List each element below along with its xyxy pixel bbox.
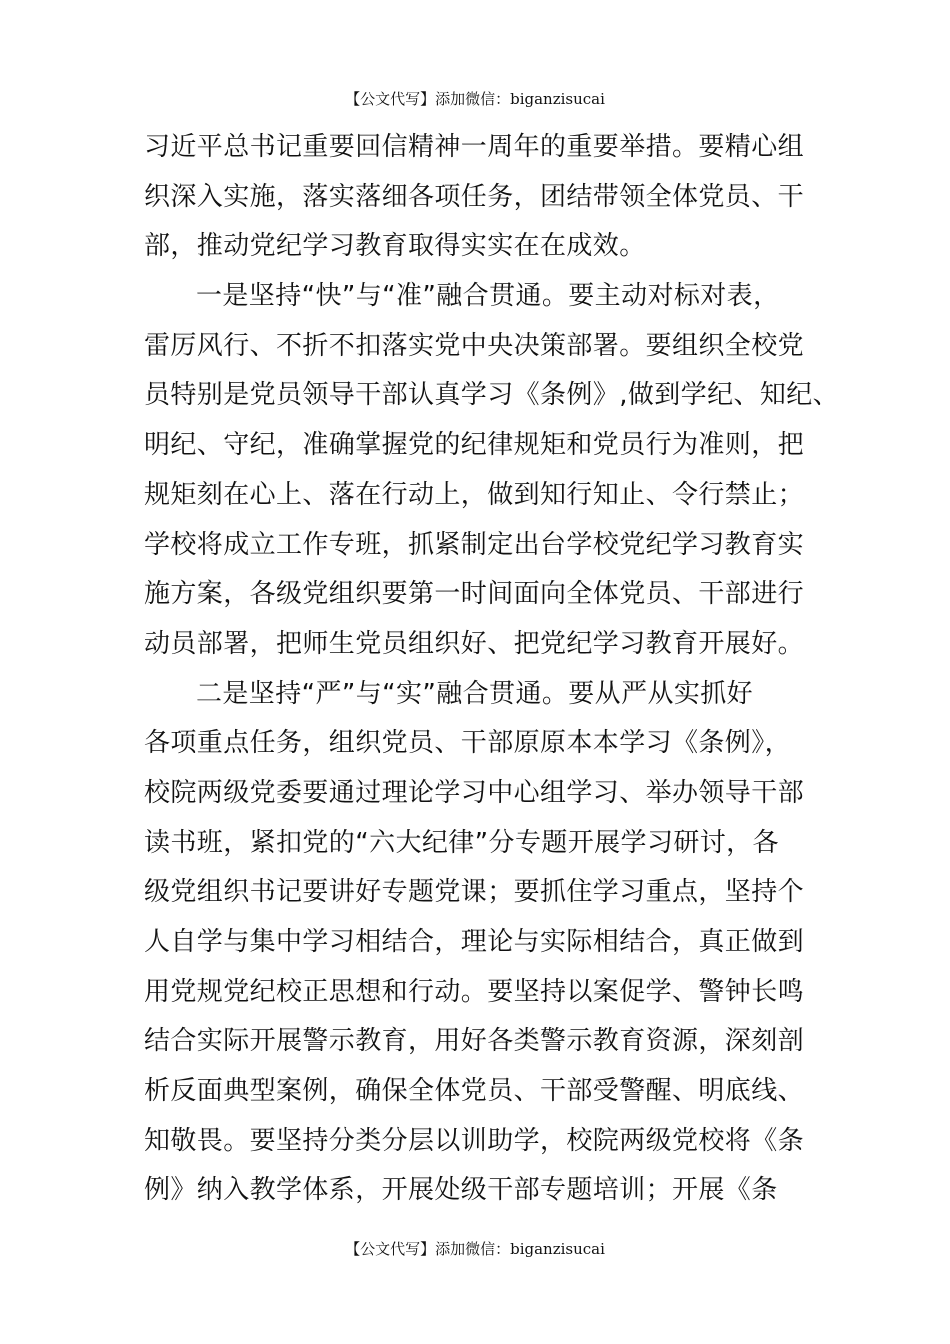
paragraph-heading-line: 二是坚持“严”与“实”融合贯通。要从严从实抓好 <box>196 678 754 709</box>
text-line: 规矩刻在心上、落在行动上，做到知行知止、令行禁止； <box>144 479 805 510</box>
text-line: 明纪、守纪，准确掌握党的纪律规矩和党员行为准则，把 <box>144 430 805 461</box>
text-line: 雷厉风行、不折不扣落实党中央决策部署。要组织全校党 <box>144 330 805 361</box>
text-line: 各项重点任务，组织党员、干部原原本本学习《条例》， <box>144 728 792 759</box>
text-line: 人自学与集中学习相结合，理论与实际相结合，真正做到 <box>144 927 805 957</box>
text-line: 部，推动党纪学习教育取得实实在在成效。 <box>144 231 646 262</box>
text-line: 动员部署，把师生党员组织好、把党纪学习教育开展好。 <box>144 628 805 659</box>
text-line: 员特别是党员领导干部认真学习《条例》,做到学纪、知纪、 <box>144 380 840 411</box>
page-header: 【公文代写】添加微信：biganzisucai <box>345 90 605 108</box>
text-line: 学校将成立工作专班，抓紧制定出台学校党纪学习教育实 <box>144 529 805 560</box>
page-footer: 【公文代写】添加微信：biganzisucai <box>345 1240 605 1258</box>
text-line: 知敬畏。要坚持分类分层以训助学，校院两级党校将《条 <box>144 1125 805 1156</box>
text-line: 例》纳入教学体系，开展处级干部专题培训；开展《条 <box>144 1175 778 1206</box>
paragraph-heading-line: 一是坚持“快”与“准”融合贯通。要主动对标对表， <box>196 281 780 312</box>
text-line: 读书班，紧扣党的“六大纪律”分专题开展学习研讨，各 <box>144 827 779 858</box>
document-body <box>144 123 840 1216</box>
text-line: 析反面典型案例，确保全体党员、干部受警醒、明底线、 <box>144 1076 805 1107</box>
text-line: 校院两级党委要通过理论学习中心组学习、举办领导干部 <box>144 777 805 808</box>
text-line: 级党组织书记要讲好专题党课；要抓住学习重点，坚持个 <box>144 877 805 908</box>
text-line: 用党规党纪校正思想和行动。要坚持以案促学、警钟长鸣 <box>144 976 805 1007</box>
text-line: 织深入实施，落实落细各项任务，团结带领全体党员、干 <box>144 181 805 212</box>
text-line: 习近平总书记重要回信精神一周年的重要举措。要精心组 <box>144 132 805 162</box>
text-line: 结合实际开展警示教育，用好各类警示教育资源，深刻剖 <box>144 1026 805 1057</box>
text-line: 施方案，各级党组织要第一时间面向全体党员、干部进行 <box>144 579 805 610</box>
